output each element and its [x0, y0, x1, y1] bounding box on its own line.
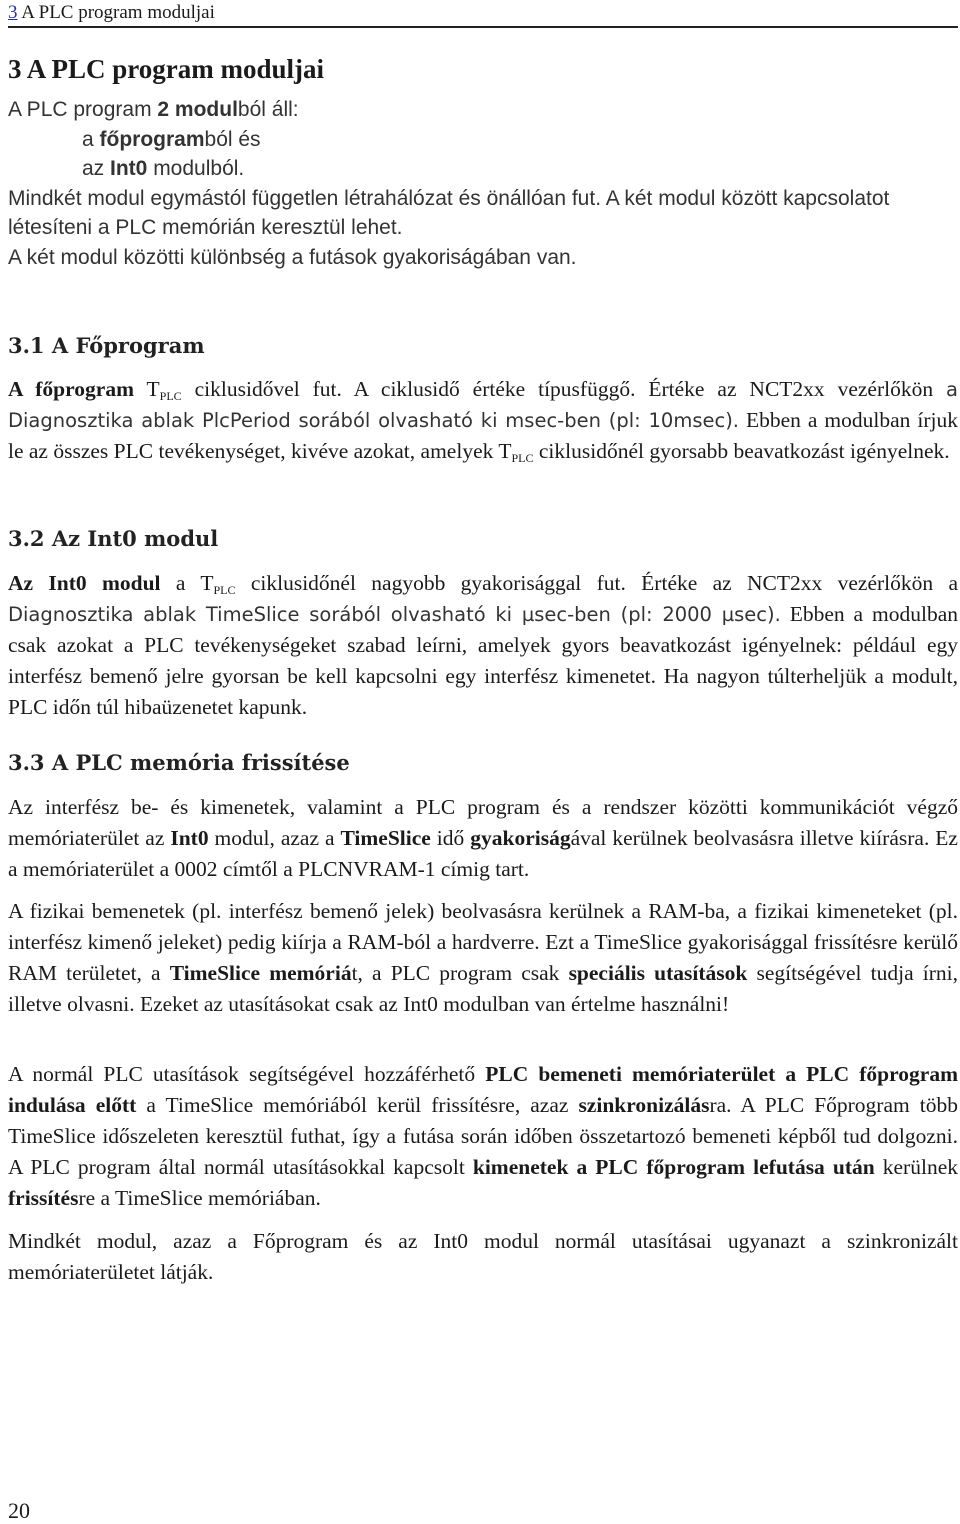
header-chapter-link[interactable]: 3	[8, 2, 18, 23]
header-chapter-name: A PLC program moduljai	[21, 2, 215, 23]
page-number: 20	[8, 1498, 30, 1523]
intro-line-2: a főprogramból és	[82, 127, 261, 151]
section-3-2-title: 3.2 Az Int0 modul	[8, 526, 219, 551]
section-3-3-title: 3.3 A PLC memória frissítése	[8, 750, 350, 775]
section-3-1-title: 3.1 A Főprogram	[8, 333, 205, 358]
section-3-2-paragraph: Az Int0 modul a $T_{PLC}$ ciklusidőnél nagyobb gyakorisággal fut. Értéke az NCT2xx vezérlőkön a Diagnosztika ablak TimeSlice sorából olvasható ki µsec-ben (pl: 2000 µsec). Ebben a modulban csak azokat a PLC tevékenységeket szabad leírni, amelyek gyors beavatkozást igényelnek: például egy interfész bemenő jelre gyorsan be kell kapcsolni egy interfész kimenetet. Ha nagyon túlterheljük a modult, PLC időn túl hibaüzenetet kapunk.	[8, 571, 959, 719]
section-3-3-body-2	[8, 896, 958, 1020]
chapter-title: 3 A PLC program moduljai	[8, 54, 325, 84]
section-3-1-paragraph: A főprogram $T_{PLC}$ ciklusidővel fut. A ciklusidő értéke típusfüggő. Értéke az NCT2xx vezérlőkön a Diagnosztika ablak PlcPeriod sorából olvasható ki msec-ben (pl: 10msec). Ebben a modulban írjuk le az összes PLC tevékenységet, kivéve azokat, amelyek $T_{PLC}$ ciklusidőnél gyorsabb beavatkozást igényelnek.	[8, 377, 958, 465]
section-3-3-paragraph-1: Az interfész be- és kimenetek, valamint a PLC program és a rendszer közötti kommunikációt végző memóriaterület az Int0 modul, azaz a TimeSlice idő gyakoriságával kerülnek beolvasásra illetve kiírásra. Ez a memóriaterület a 0002 címtől a PLCNVRAM-1 címig tart.	[8, 795, 958, 881]
running-header	[8, 2, 958, 28]
section-3-3-body-4	[8, 1226, 958, 1288]
intro-block	[8, 95, 960, 272]
section-3-3-paragraph-3: A normál PLC utasítások segítségével hozzáférhető PLC bemeneti memóriaterület a PLC főprogram indulása előtt a TimeSlice memóriából kerül frissítésre, azaz szinkronizálásra. A PLC Főprogram több TimeSlice időszeleten keresztül futhat, így a futása során időben összetartozó bemeneti képből tud dolgozni. A PLC program által normál utasításokkal kapcsolt kimenetek a PLC főprogram lefutása után kerülnek frissítésre a TimeSlice memóriában.	[8, 1062, 958, 1210]
section-3-3-paragraph-2: A fizikai bemenetek (pl. interfész bemenő jelek) beolvasásra kerülnek a RAM-ba, a fizikai kimeneteket (pl. interfész kimenő jeleket) pedig kiírja a RAM-ból a hardverre. Ezt a TimeSlice gyakorisággal frissítésre kerülő RAM területet, a TimeSlice memóriát, a PLC program csak speciális utasítások segítségével tudja írni, illetve olvasni. Ezeket az utasításokat csak az Int0 modulban van értelme használni!	[8, 899, 958, 1016]
intro-line-1: A PLC program 2 modulból áll:	[8, 98, 299, 121]
intro-line-5: A két modul közötti különbség a futások gyakoriságában van.	[8, 245, 577, 269]
section-3-3-paragraph-4: Mindkét modul, azaz a Főprogram és az Int0 modul normál utasításai ugyanazt a szinkronizált memóriaterületet látják.	[8, 1229, 958, 1284]
section-3-3-body-3	[8, 1059, 958, 1214]
section-3-3-body-1	[8, 792, 958, 885]
section-3-1-body	[8, 374, 958, 467]
section-3-2-body	[8, 568, 958, 723]
intro-line-4: Mindkét modul egymástól független létrahálózat és önállóan fut. A két modul között kapcsolatot létesíteni a PLC memórián keresztül lehet.	[8, 186, 890, 239]
intro-line-3: az Int0 modulból.	[82, 157, 245, 180]
